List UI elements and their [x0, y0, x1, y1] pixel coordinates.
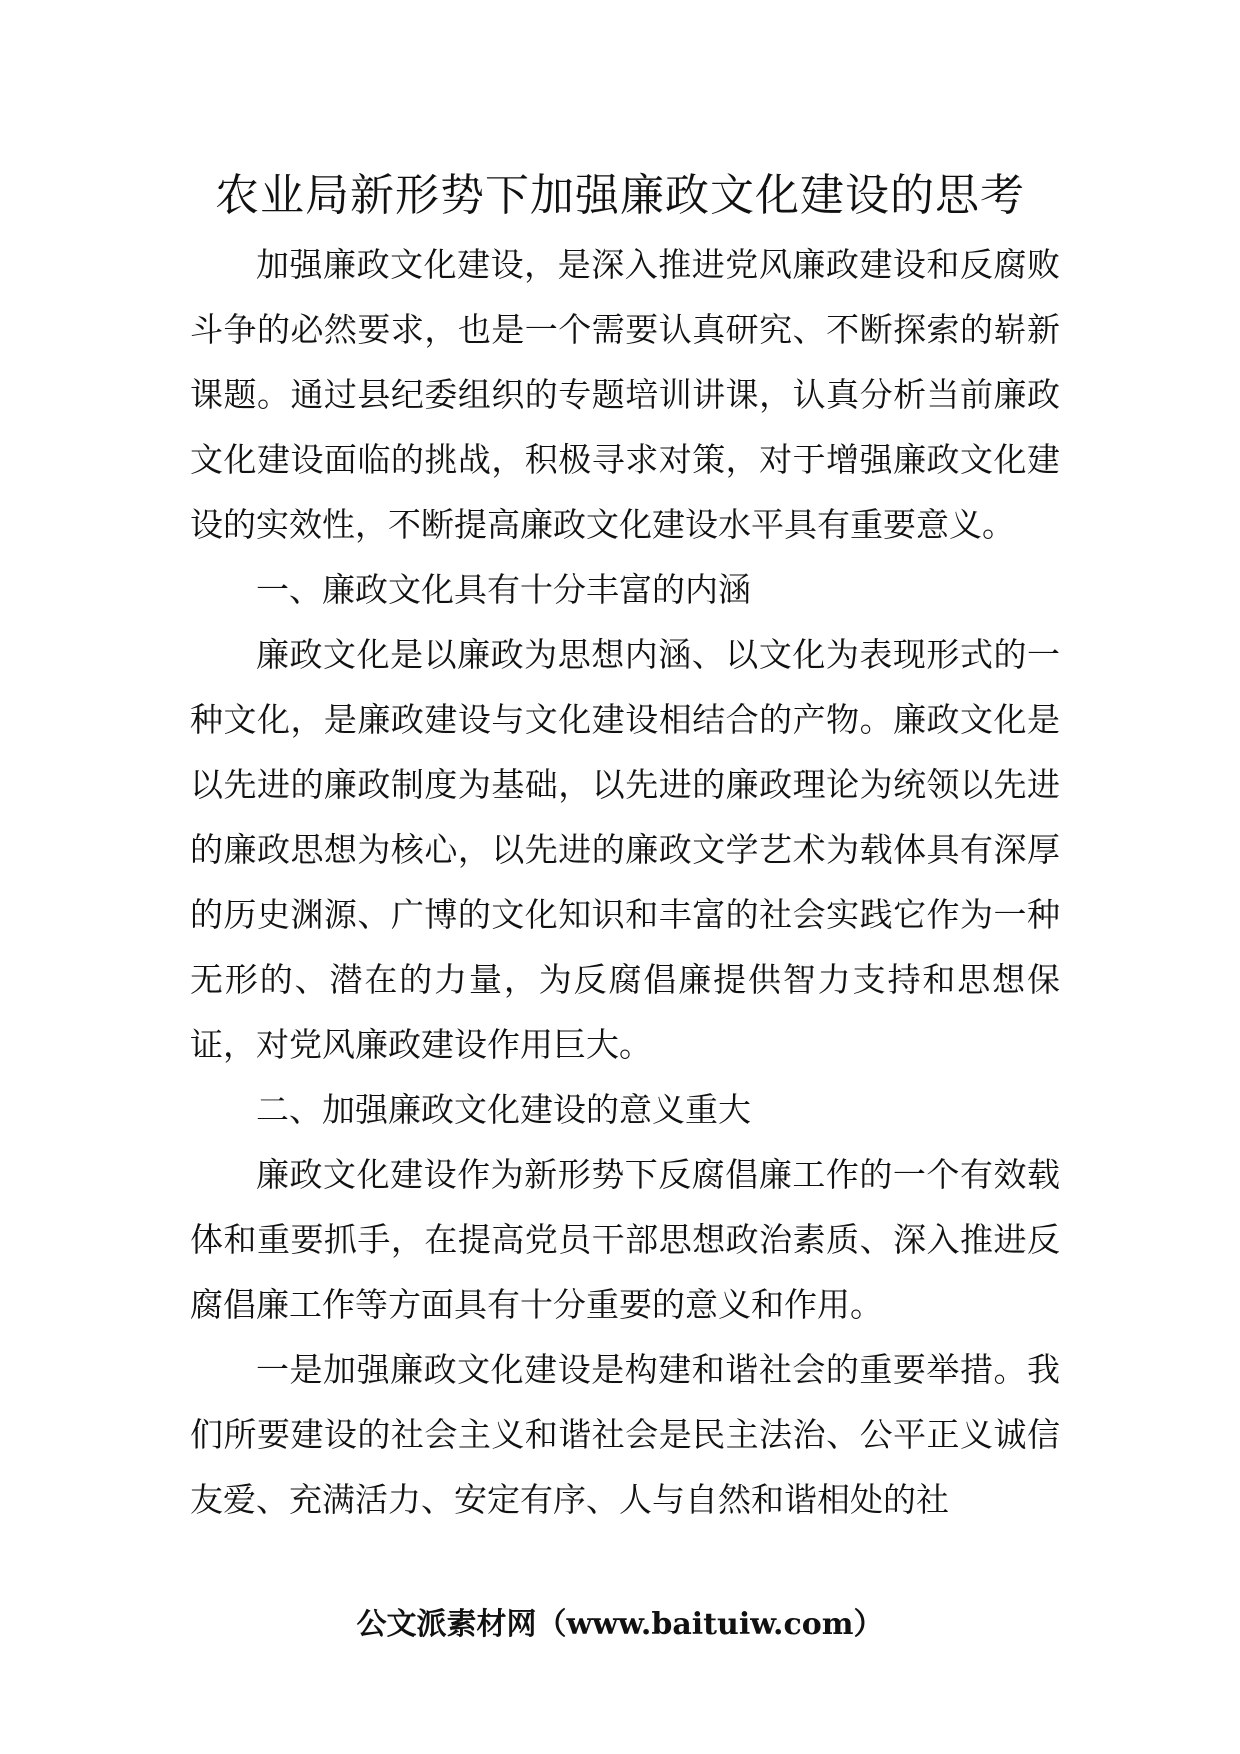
paragraph-section-2: 廉政文化建设作为新形势下反腐倡廉工作的一个有效载体和重要抓手，在提高党员干部思想政治素质、深入推进反腐倡廉工作等方面具有十分重要的意义和作用。	[190, 1155, 1060, 1324]
paragraph-point-1: 一是加强廉政文化建设是构建和谐社会的重要举措。我们所要建设的社会主义和谐社会是民主法治、公平正义诚信友爱、充满活力、安定有序、人与自然和谐相处的社	[190, 1350, 1060, 1519]
paragraph-section-1: 廉政文化是以廉政为思想内涵、以文化为表现形式的一种文化，是廉政建设与文化建设相结合的产物。廉政文化是以先进的廉政制度为基础，以先进的廉政理论为统领以先进的廉政思想为核心，以先进的廉政文学艺术为载体具有深厚的历史渊源、广博的文化知识和丰富的社会实践它作为一种无形的、潜在的力量，为反腐倡廉提供智力支持和思想保证，对党风廉政建设作用巨大。	[190, 635, 1060, 1064]
paragraph-intro: 加强廉政文化建设，是深入推进党风廉政建设和反腐败斗争的必然要求，也是一个需要认真研究、不断探索的崭新课题。通过县纪委组织的专题培训讲课，认真分析当前廉政文化建设面临的挑战，积极寻求对策，对于增强廉政文化建设的实效性，不断提高廉政文化建设水平具有重要意义。	[190, 245, 1060, 544]
document-title: 农业局新形势下加强廉政文化建设的思考	[215, 170, 1025, 221]
document-body	[190, 232, 1060, 1532]
footer-watermark: 公文派素材网（www.baituiw.com）	[356, 1607, 884, 1642]
section-heading-2: 二、加强廉政文化建设的意义重大	[256, 1090, 751, 1129]
section-heading-1: 一、廉政文化具有十分丰富的内涵	[256, 570, 751, 609]
